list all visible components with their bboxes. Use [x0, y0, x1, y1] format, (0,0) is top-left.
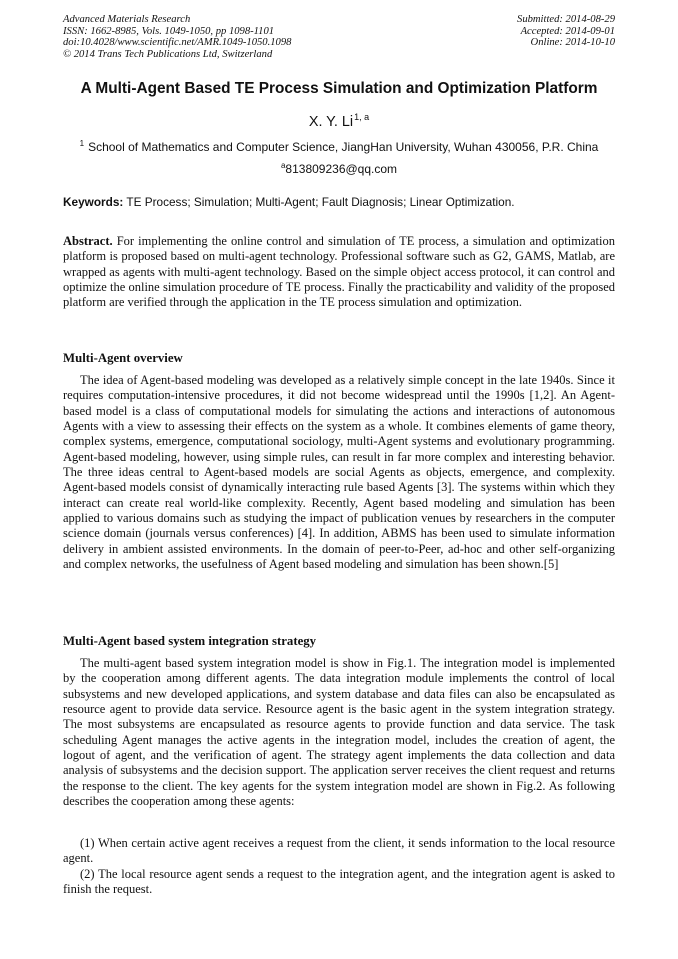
section-heading-multi-agent-overview: Multi-Agent overview	[63, 351, 183, 365]
copyright-line: © 2014 Trans Tech Publications Ltd, Switzerland	[63, 48, 273, 60]
author-email	[0, 161, 678, 176]
accepted-date: Accepted: 2014-09-01	[520, 25, 615, 37]
abstract-text: For implementing the online control and simulation of TE process, a simulation and optimization platform is proposed based on multi-agent technology. Professional software such as G2, GAMS, Matlab, are wrapped as agents with multi-agent technology. Based on the simple object access protocol, it can control and optimize the online simulation procedure of TE process. Finally the practicability and validity of the proposed platform are verified through the application in the TE process simulation and optimization.	[63, 234, 615, 310]
submitted-date: Submitted: 2014-08-29	[517, 14, 615, 25]
keywords-label: Keywords:	[63, 195, 124, 209]
list-item: (1) When certain active agent receives a request from the client, it sends information to the local resource agent.	[63, 836, 615, 866]
keywords	[63, 195, 615, 209]
author-marks: 1, a	[354, 112, 370, 122]
email-text: 813809236@qq.com	[285, 162, 398, 176]
email-mark: a	[280, 161, 286, 170]
journal-info	[63, 14, 383, 60]
abstract-label: Abstract.	[63, 234, 113, 248]
publication-dates	[355, 14, 615, 49]
keywords-text: TE Process; Simulation; Multi-Agent; Fault Diagnosis; Linear Optimization.	[126, 195, 515, 209]
section-heading-integration-strategy: Multi-Agent based system integration strategy	[63, 634, 317, 648]
affiliation	[0, 139, 678, 154]
affiliation-text: School of Mathematics and Computer Science, JiangHan University, Wuhan 430056, P.R. China	[88, 140, 599, 154]
author-name: X. Y. Li	[308, 114, 354, 130]
abstract	[63, 234, 615, 311]
list-item: (2) The local resource agent sends a request to the integration agent, and the integration agent is asked to finish the request.	[63, 867, 615, 897]
issn-line: ISSN: 1662-8985, Vols. 1049-1050, pp 1098-1101	[63, 25, 275, 37]
section-paragraph-overview: The idea of Agent-based modeling was developed as a relatively simple concept in the late 1940s. Since it requires computation-intensive procedures, it did not become widespread until the 1990s [1,2]. An Agent-based model is a class of computational models for simulating the actions and interactions of autonomous Agents with a view to assessing their effects on the system as a whole. It combines elements of game theory, complex systems, emergence, computational sociology, multi-Agent systems and evolutionary programming. Agent-based modeling, however, using simple rules, can result in far more complex and interesting behavior. The three ideas central to Agent-based models are social Agents as objects, emergence, and complexity. Agent-based models consist of dynamically interacting rule based Agents [3]. The systems within which they interact can create real world-like complexity. Recently, Agent based modeling and simulation has been applied to various domains such as studying the impact of publication venues by researchers in the computer science domain (journals versus conferences) [4]. In addition, ABMS has been used to simulate information delivery in ambient assisted environments. In the domain of peer-to-Peer, ad-hoc and other self-organizing and complex networks, the usefulness of Agent based modeling and simulation has been shown.[5]	[63, 373, 615, 572]
author-line	[0, 112, 678, 130]
doi-line: doi:10.4028/www.scientific.net/AMR.1049-1050.1098	[63, 37, 292, 49]
online-date: Online: 2014-10-10	[530, 37, 615, 49]
affiliation-mark: 1	[79, 139, 85, 148]
section-paragraph-integration: The multi-agent based system integration model is show in Fig.1. The integration model is implemented by the cooperation among different agents. The data integration module implements the control of local subsystems and new developed applications, and system database and data files can also be encapsulated as resource agent to provide data service. Resource agent is the basic agent in the system integration strategy. The most subsystems are encapsulated as resource agents to provide function and data service. The task scheduling Agent manages the active agents in the integration model, includes the creation of agent, the logout of agent, and the verification of agent. The strategy agent implements the data collection and data analysis of subsystems and the decision support. The application server receives the client request and returns the response to the client. The key agents for the system integration model are shown in Fig.2. As following describes the cooperation among these agents:	[63, 656, 615, 809]
journal-name: Advanced Materials Research	[63, 14, 191, 25]
paper-title: A Multi-Agent Based TE Process Simulation and Optimization Platform	[80, 80, 598, 97]
